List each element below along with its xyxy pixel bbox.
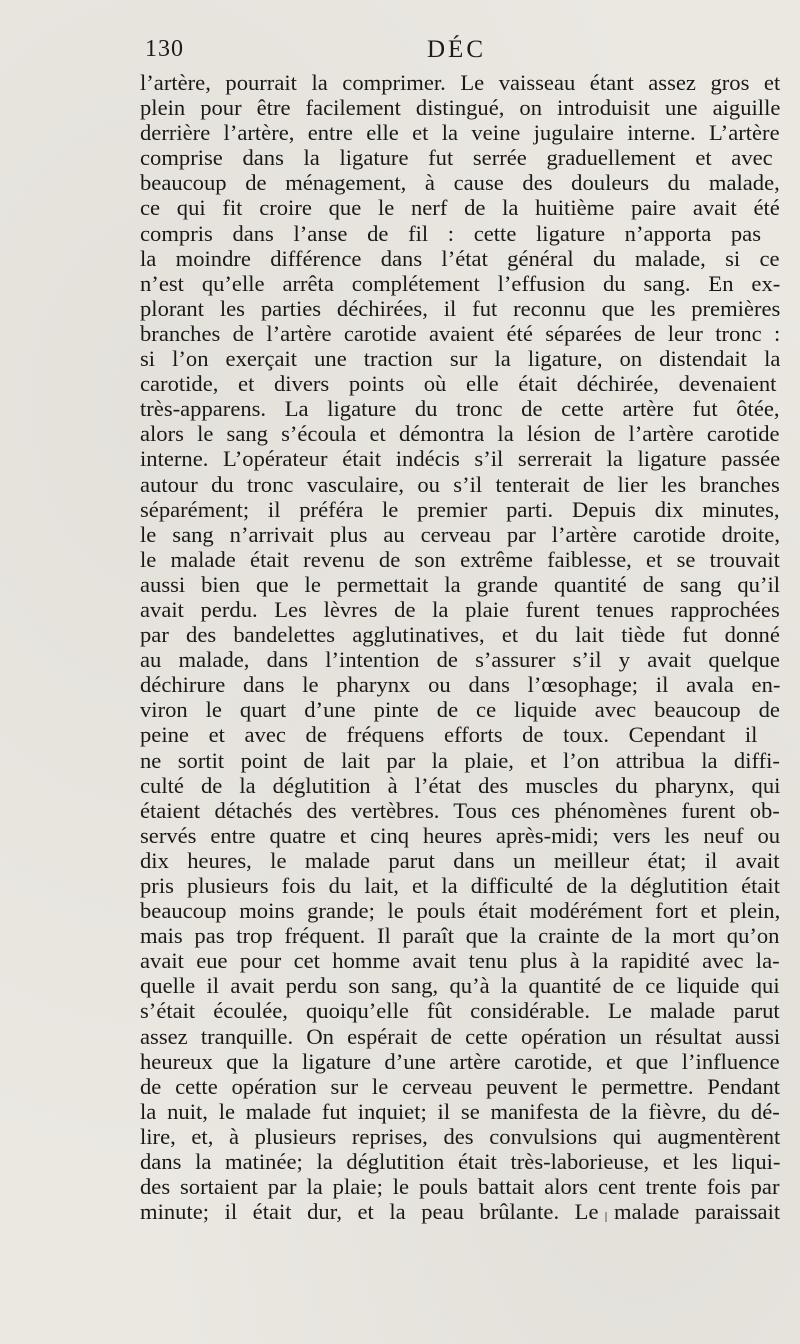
text-line: aussi bien que le permettait la grande quantité de sang qu’il	[140, 571, 781, 597]
text-line: si l’on exerçait une traction sur la ligature, on distendait la	[140, 346, 781, 372]
text-line: autour du tronc vasculaire, ou s’il tenterait de lier les branches	[140, 471, 780, 497]
text-line: avait eue pour cet homme avait tenu plus à la rapidité avec la-	[140, 948, 780, 974]
text-line: lire, et, à plusieurs reprises, des convulsions qui augmentèrent	[140, 1123, 781, 1149]
text-line: l’artère, pourrait la comprimer. Le vaisseau étant assez gros et	[140, 70, 781, 95]
text-line: au malade, dans l’intention de s’assurer s’il y avait quelque	[140, 647, 780, 673]
text-line: plorant les parties déchirées, il fut reconnu que les premières	[140, 295, 781, 321]
text-line: minute; il était dur, et la peau brûlante. Le malade paraissait	[140, 1199, 781, 1225]
text-line: de cette opération sur le cerveau peuvent le permettre. Pendant	[140, 1073, 781, 1099]
text-line: assez tranquille. On espérait de cette opération un résultat aussi	[140, 1023, 781, 1049]
text-line: beaucoup moins grande; le pouls était modérément fort et plein,	[140, 898, 781, 924]
text-line: interne. L’opérateur était indécis s’il serrerait la ligature passée	[140, 446, 781, 472]
text-line: heureux que la ligature d’une artère carotide, et que l’influence	[140, 1048, 780, 1074]
text-line: très-apparens. La ligature du tronc de cette artère fut ôtée,	[140, 396, 780, 422]
text-line: déchirure dans le pharynx ou dans l’œsophage; il avala en-	[140, 672, 781, 698]
running-title: DÉC	[427, 36, 486, 63]
text-line: par des bandelettes agglutinatives, et du lait tiède fut donné	[140, 622, 780, 648]
text-line: peine et avec de fréquens efforts de toux. Cependant il	[140, 722, 758, 748]
text-line: viron le quart d’une pinte de ce liquide avec beaucoup de	[140, 697, 780, 723]
text-line: dix heures, le malade parut dans un meilleur état; il avait	[140, 847, 780, 873]
text-line: la moindre différence dans l’état général du malade, si ce	[140, 245, 780, 271]
text-line: ne sortit point de lait par la plaie, et l’on attribua la diffi-	[140, 747, 780, 773]
text-line: culté de la déglutition à l’état des muscles du pharynx, qui	[140, 772, 781, 798]
text-line: servés entre quatre et cinq heures après-midi; vers les neuf ou	[140, 822, 781, 848]
page-number: 130	[145, 36, 184, 62]
body-text	[140, 70, 780, 1224]
text-line: dans la matinée; la déglutition était très-laborieuse, et les liqui-	[140, 1149, 781, 1175]
paper-stain	[660, 1214, 668, 1220]
text-line: mais pas trop fréquent. Il paraît que la crainte de la mort qu’on	[140, 923, 780, 949]
text-line: le sang n’arrivait plus au cerveau par l’artère carotide droite,	[140, 521, 780, 547]
text-line: compris dans l’anse de fil : cette ligature n’apporta pas	[140, 220, 761, 246]
text-line: séparément; il préféra le premier parti. Depuis dix minutes,	[140, 496, 780, 522]
text-line: le malade était revenu de son extrême faiblesse, et se trouvait	[140, 546, 780, 572]
running-head	[145, 36, 775, 66]
text-line: derrière l’artère, entre elle et la veine jugulaire interne. L’artère	[140, 120, 780, 146]
text-line: avait perdu. Les lèvres de la plaie furent tenues rapprochées	[140, 596, 780, 622]
text-line: plein pour être facilement distingué, on introduisit une aiguille	[140, 95, 781, 121]
text-line: branches de l’artère carotide avaient été séparées de leur tronc :	[140, 320, 781, 346]
text-line: des sortaient par la plaie; le pouls battait alors cent trente fois par	[140, 1174, 780, 1200]
text-line: ce qui fit croire que le nerf de la huitième paire avait été	[140, 195, 780, 221]
text-line: beaucoup de ménagement, à cause des douleurs du malade,	[140, 170, 780, 196]
text-line: étaient détachés des vertèbres. Tous ces phénomènes furent ob-	[140, 797, 780, 823]
text-line: alors le sang s’écoula et démontra la lésion de l’artère carotide	[140, 421, 780, 447]
text-line: comprise dans la ligature fut serrée graduellement et avec	[140, 145, 773, 171]
ink-speck	[605, 1212, 607, 1222]
text-line: quelle il avait perdu son sang, qu’à la quantité de ce liquide qui	[140, 973, 780, 999]
text-line: pris plusieurs fois du lait, et la difficulté de la déglutition était	[140, 873, 780, 898]
text-line: s’était écoulée, quoiqu’elle fût considérable. Le malade parut	[140, 998, 780, 1024]
text-line: carotide, et divers points où elle était déchirée, devenaient	[140, 371, 777, 397]
text-line: n’est qu’elle arrêta complétement l’effusion du sang. En ex-	[140, 270, 781, 296]
text-line: la nuit, le malade fut inquiet; il se manifesta de la fièvre, du dé-	[140, 1098, 780, 1124]
